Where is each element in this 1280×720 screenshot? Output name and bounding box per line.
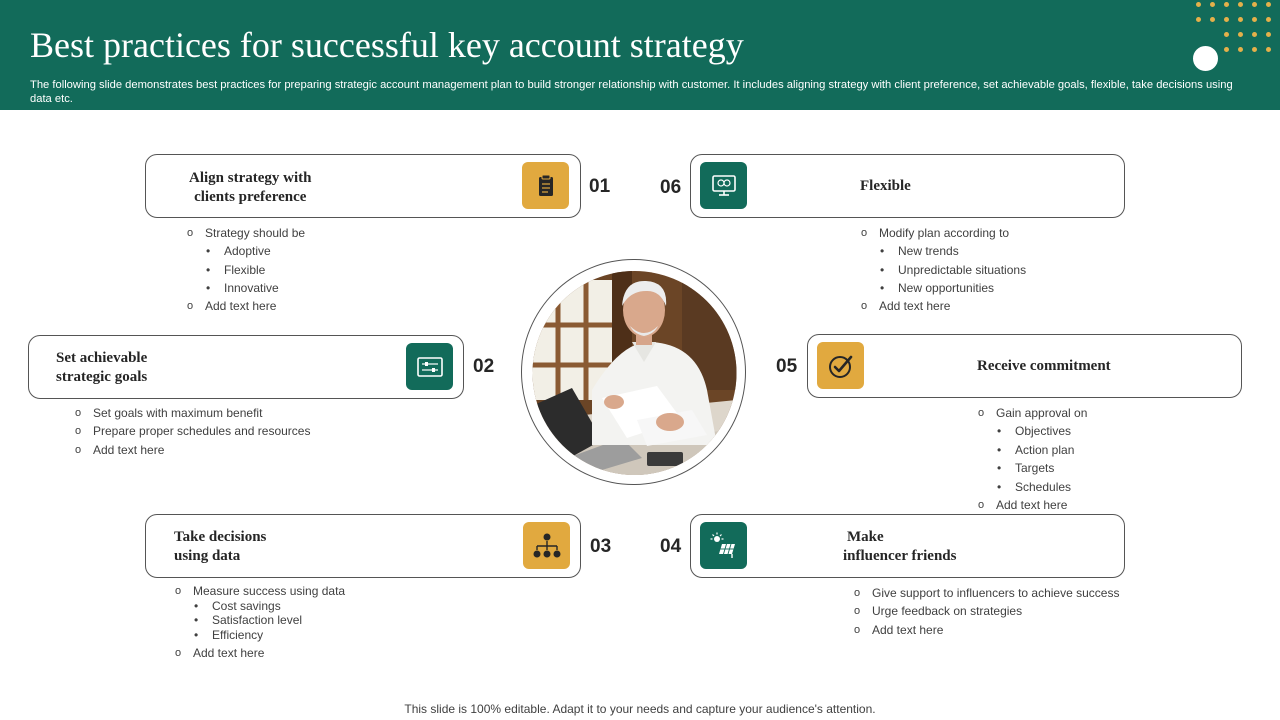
card-flexible: [690, 154, 1125, 218]
businessman-reviewing-documents-photo: [521, 259, 746, 485]
card-title-line1: Take decisions: [174, 529, 267, 545]
decorative-dot: [1252, 32, 1257, 37]
sliders-board-icon: [406, 343, 453, 390]
header-banner: [0, 0, 1280, 110]
list-item: • Flexible: [187, 261, 305, 279]
card-set-goals: [28, 335, 464, 399]
card-title-line2: clients preference: [194, 189, 307, 205]
step-number: 02: [473, 356, 495, 377]
decorative-dot: [1210, 17, 1215, 22]
decorative-dot: [1266, 2, 1271, 7]
list-item: o Add text here: [187, 297, 305, 315]
step-number: 05: [776, 356, 798, 377]
decorative-dot: [1224, 47, 1229, 52]
decorative-dot: [1224, 2, 1229, 7]
step-number: 03: [590, 536, 612, 557]
list-item: • Efficiency: [175, 628, 345, 643]
card-take-decisions: [145, 514, 581, 578]
decorative-dot: [1224, 32, 1229, 37]
list-item: • Objectives: [978, 422, 1087, 440]
decorative-dot: [1238, 2, 1243, 7]
decorative-dot: [1238, 17, 1243, 22]
card-title-line1: Align strategy with: [189, 170, 312, 186]
card-title: Receive commitment: [977, 358, 1111, 374]
list-flexible: [861, 224, 1026, 315]
list-take-decisions: [175, 584, 345, 661]
list-item: • Targets: [978, 459, 1087, 477]
card-title-line2: influencer friends: [843, 548, 957, 564]
card-influencer-friends: [690, 514, 1125, 578]
list-item: • Satisfaction level: [175, 613, 345, 628]
decorative-dot: [1266, 32, 1271, 37]
monitor-brain-icon: [700, 162, 747, 209]
decorative-dot: [1196, 2, 1201, 7]
list-influencer-friends: [854, 584, 1119, 639]
list-item: o Add text here: [854, 621, 1119, 639]
decorative-dot: [1252, 2, 1257, 7]
list-item: o Set goals with maximum benefit: [75, 404, 310, 422]
list-item: • Unpredictable situations: [861, 261, 1026, 279]
list-item: o Gain approval on: [978, 404, 1087, 422]
list-item: o Prepare proper schedules and resources: [75, 422, 310, 440]
list-item: • Adoptive: [187, 242, 305, 260]
step-number: 01: [589, 176, 611, 197]
list-item: • Action plan: [978, 441, 1087, 459]
decorative-dot: [1266, 17, 1271, 22]
checkmark-badge-icon: [817, 342, 864, 389]
decorative-dot: [1266, 47, 1271, 52]
list-set-goals: [75, 404, 310, 459]
list-item: • Schedules: [978, 478, 1087, 496]
card-title-line1: Make: [847, 529, 884, 545]
step-number: 06: [660, 177, 682, 198]
decorative-dot: [1238, 32, 1243, 37]
list-item: o Add text here: [861, 297, 1026, 315]
list-item: • New trends: [861, 242, 1026, 260]
decorative-dot: [1252, 47, 1257, 52]
card-title: [56, 349, 147, 387]
card-align-strategy: [145, 154, 581, 218]
clipboard-icon: [522, 162, 569, 209]
decorative-dot: [1210, 2, 1215, 7]
decorative-dot: [1224, 17, 1229, 22]
decorative-dot: [1238, 47, 1243, 52]
slide-subtitle: The following slide demonstrates best practices for preparing strategic account management plan to build stronger relationship with customer. It includes aligning strategy with client preference, set achievable goals, flexible, take decisions using data etc.: [30, 79, 1233, 105]
list-item: o Strategy should be: [187, 224, 305, 242]
list-item: o Urge feedback on strategies: [854, 602, 1119, 620]
card-title: [174, 528, 266, 566]
decorative-dot: [1252, 17, 1257, 22]
circle-decoration: [1192, 45, 1219, 72]
hierarchy-icon: [523, 522, 570, 569]
list-item: o Measure success using data: [175, 584, 345, 599]
list-item: o Add text here: [978, 496, 1087, 514]
card-receive-commitment: [807, 334, 1242, 398]
list-item: o Add text here: [75, 441, 310, 459]
list-item: • New opportunities: [861, 279, 1026, 297]
footer-note: This slide is 100% editable. Adapt it to your needs and capture your audience's attention.: [404, 702, 876, 716]
card-title: [843, 528, 956, 566]
card-title-line2: strategic goals: [56, 369, 148, 385]
card-title-line2: using data: [174, 548, 241, 564]
decorative-dot: [1196, 17, 1201, 22]
list-receive-commitment: [978, 404, 1087, 514]
card-title-line1: Set achievable: [56, 350, 148, 366]
list-item: • Innovative: [187, 279, 305, 297]
step-number: 04: [660, 536, 682, 557]
list-item: o Modify plan according to: [861, 224, 1026, 242]
list-align-strategy: [187, 224, 305, 315]
slide-title: Best practices for successful key account strategy: [30, 25, 744, 65]
list-item: • Cost savings: [175, 599, 345, 614]
list-item: o Add text here: [175, 646, 345, 661]
card-title: Flexible: [860, 178, 911, 194]
solar-panel-icon: [700, 522, 747, 569]
list-item: o Give support to influencers to achieve success: [854, 584, 1119, 602]
card-title: [189, 169, 312, 207]
